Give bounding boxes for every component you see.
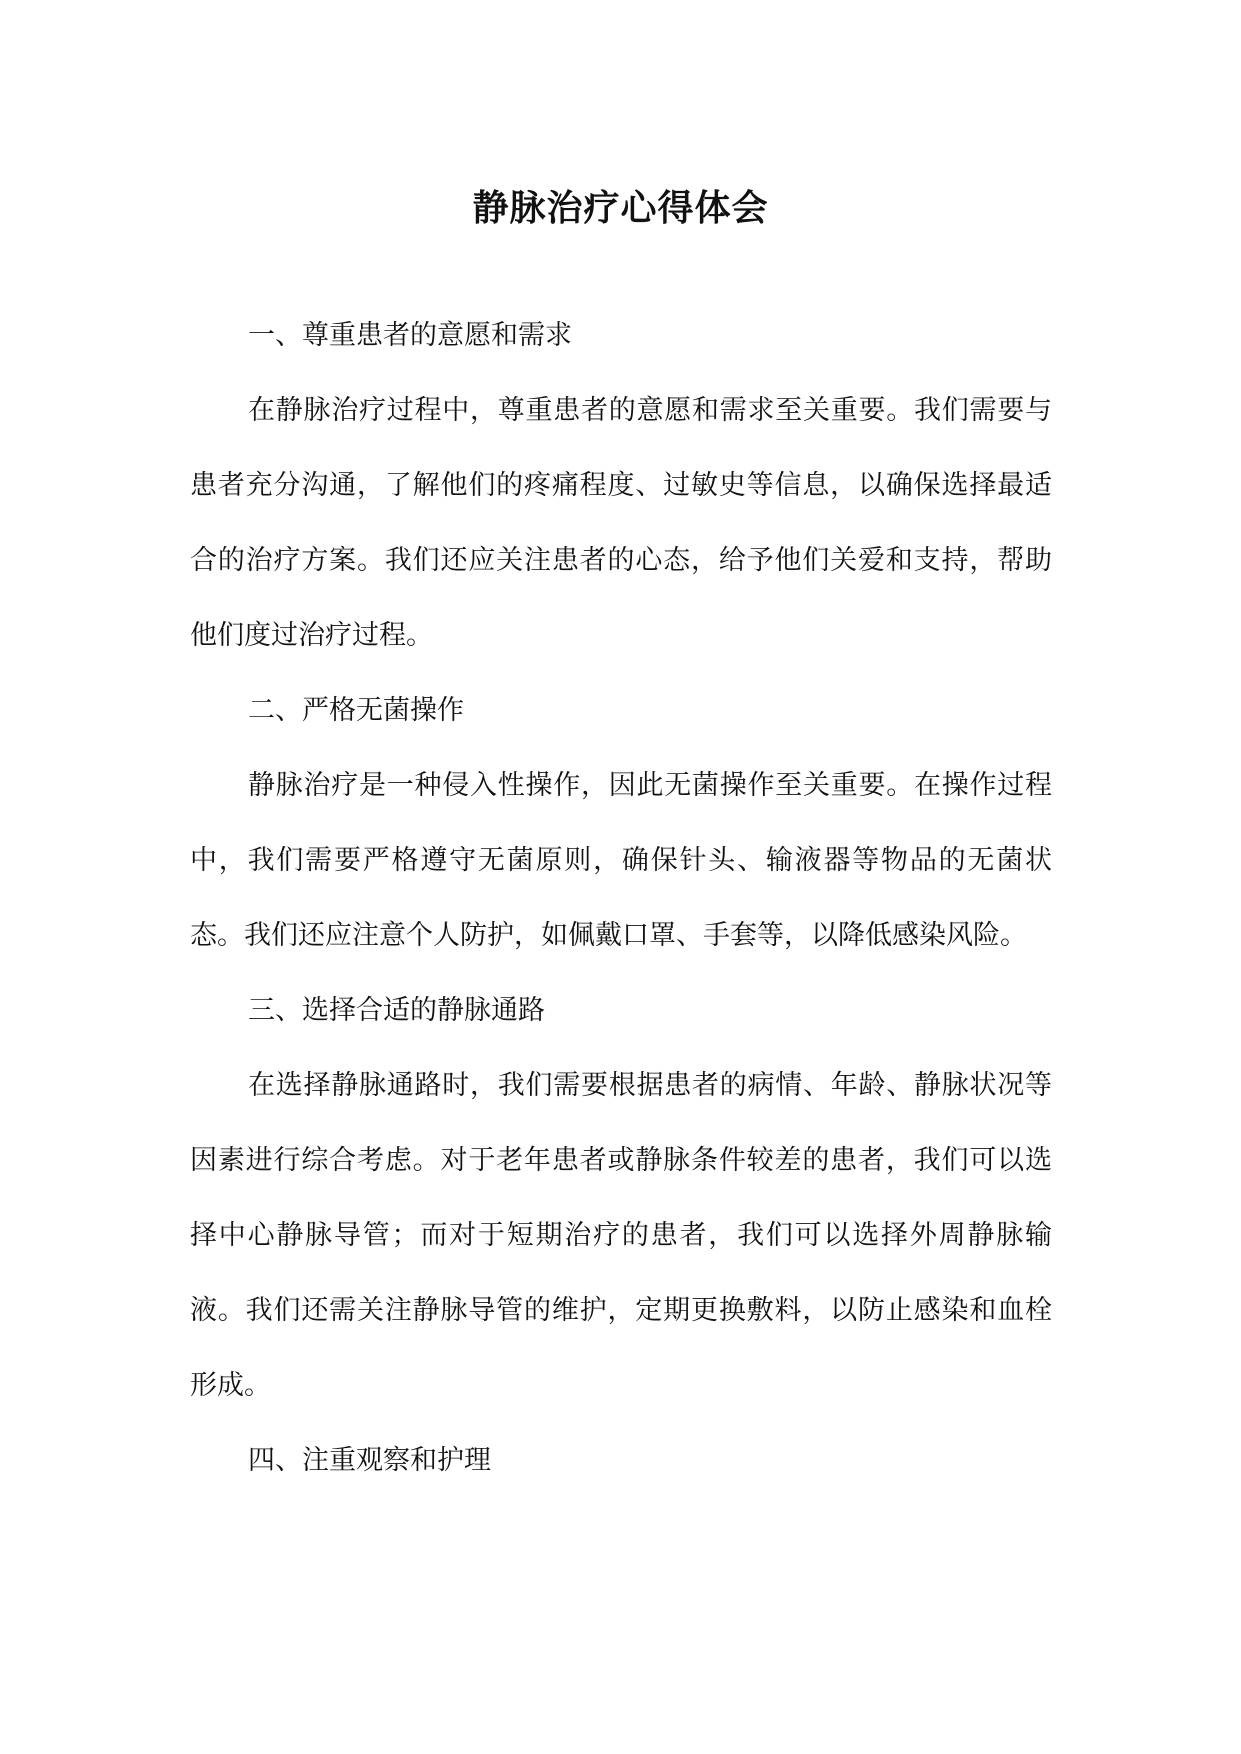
section-heading-4: 四、注重观察和护理 bbox=[248, 1445, 491, 1476]
section-heading-2: 二、严格无菌操作 bbox=[248, 695, 464, 726]
document-title: 静脉治疗心得体会 bbox=[472, 187, 769, 229]
section-paragraph-2: 静脉治疗是一种侵入性操作，因此无菌操作至关重要。在操作过程中，我们需要严格遵守无菌原则，确保针头、输液器等物品的无菌状态。我们还应注意个人防护，如佩戴口罩、手套等，以降低感染风险。 bbox=[190, 770, 1052, 951]
section-paragraph-3: 在选择静脉通路时，我们需要根据患者的病情、年龄、静脉状况等因素进行综合考虑。对于老年患者或静脉条件较差的患者，我们可以选择中心静脉导管；而对于短期治疗的患者，我们可以选择外周静脉输液。我们还需关注静脉导管的维护，定期更换敷料，以防止感染和血栓形成。 bbox=[190, 1070, 1052, 1401]
document-body bbox=[190, 298, 1052, 1498]
section-heading-3: 三、选择合适的静脉通路 bbox=[248, 995, 545, 1026]
section-heading-1: 一、尊重患者的意愿和需求 bbox=[248, 320, 572, 351]
section-paragraph-1: 在静脉治疗过程中，尊重患者的意愿和需求至关重要。我们需要与患者充分沟通，了解他们的疼痛程度、过敏史等信息，以确保选择最适合的治疗方案。我们还应关注患者的心态，给予他们关爱和支持，帮助他们度过治疗过程。 bbox=[190, 395, 1052, 651]
